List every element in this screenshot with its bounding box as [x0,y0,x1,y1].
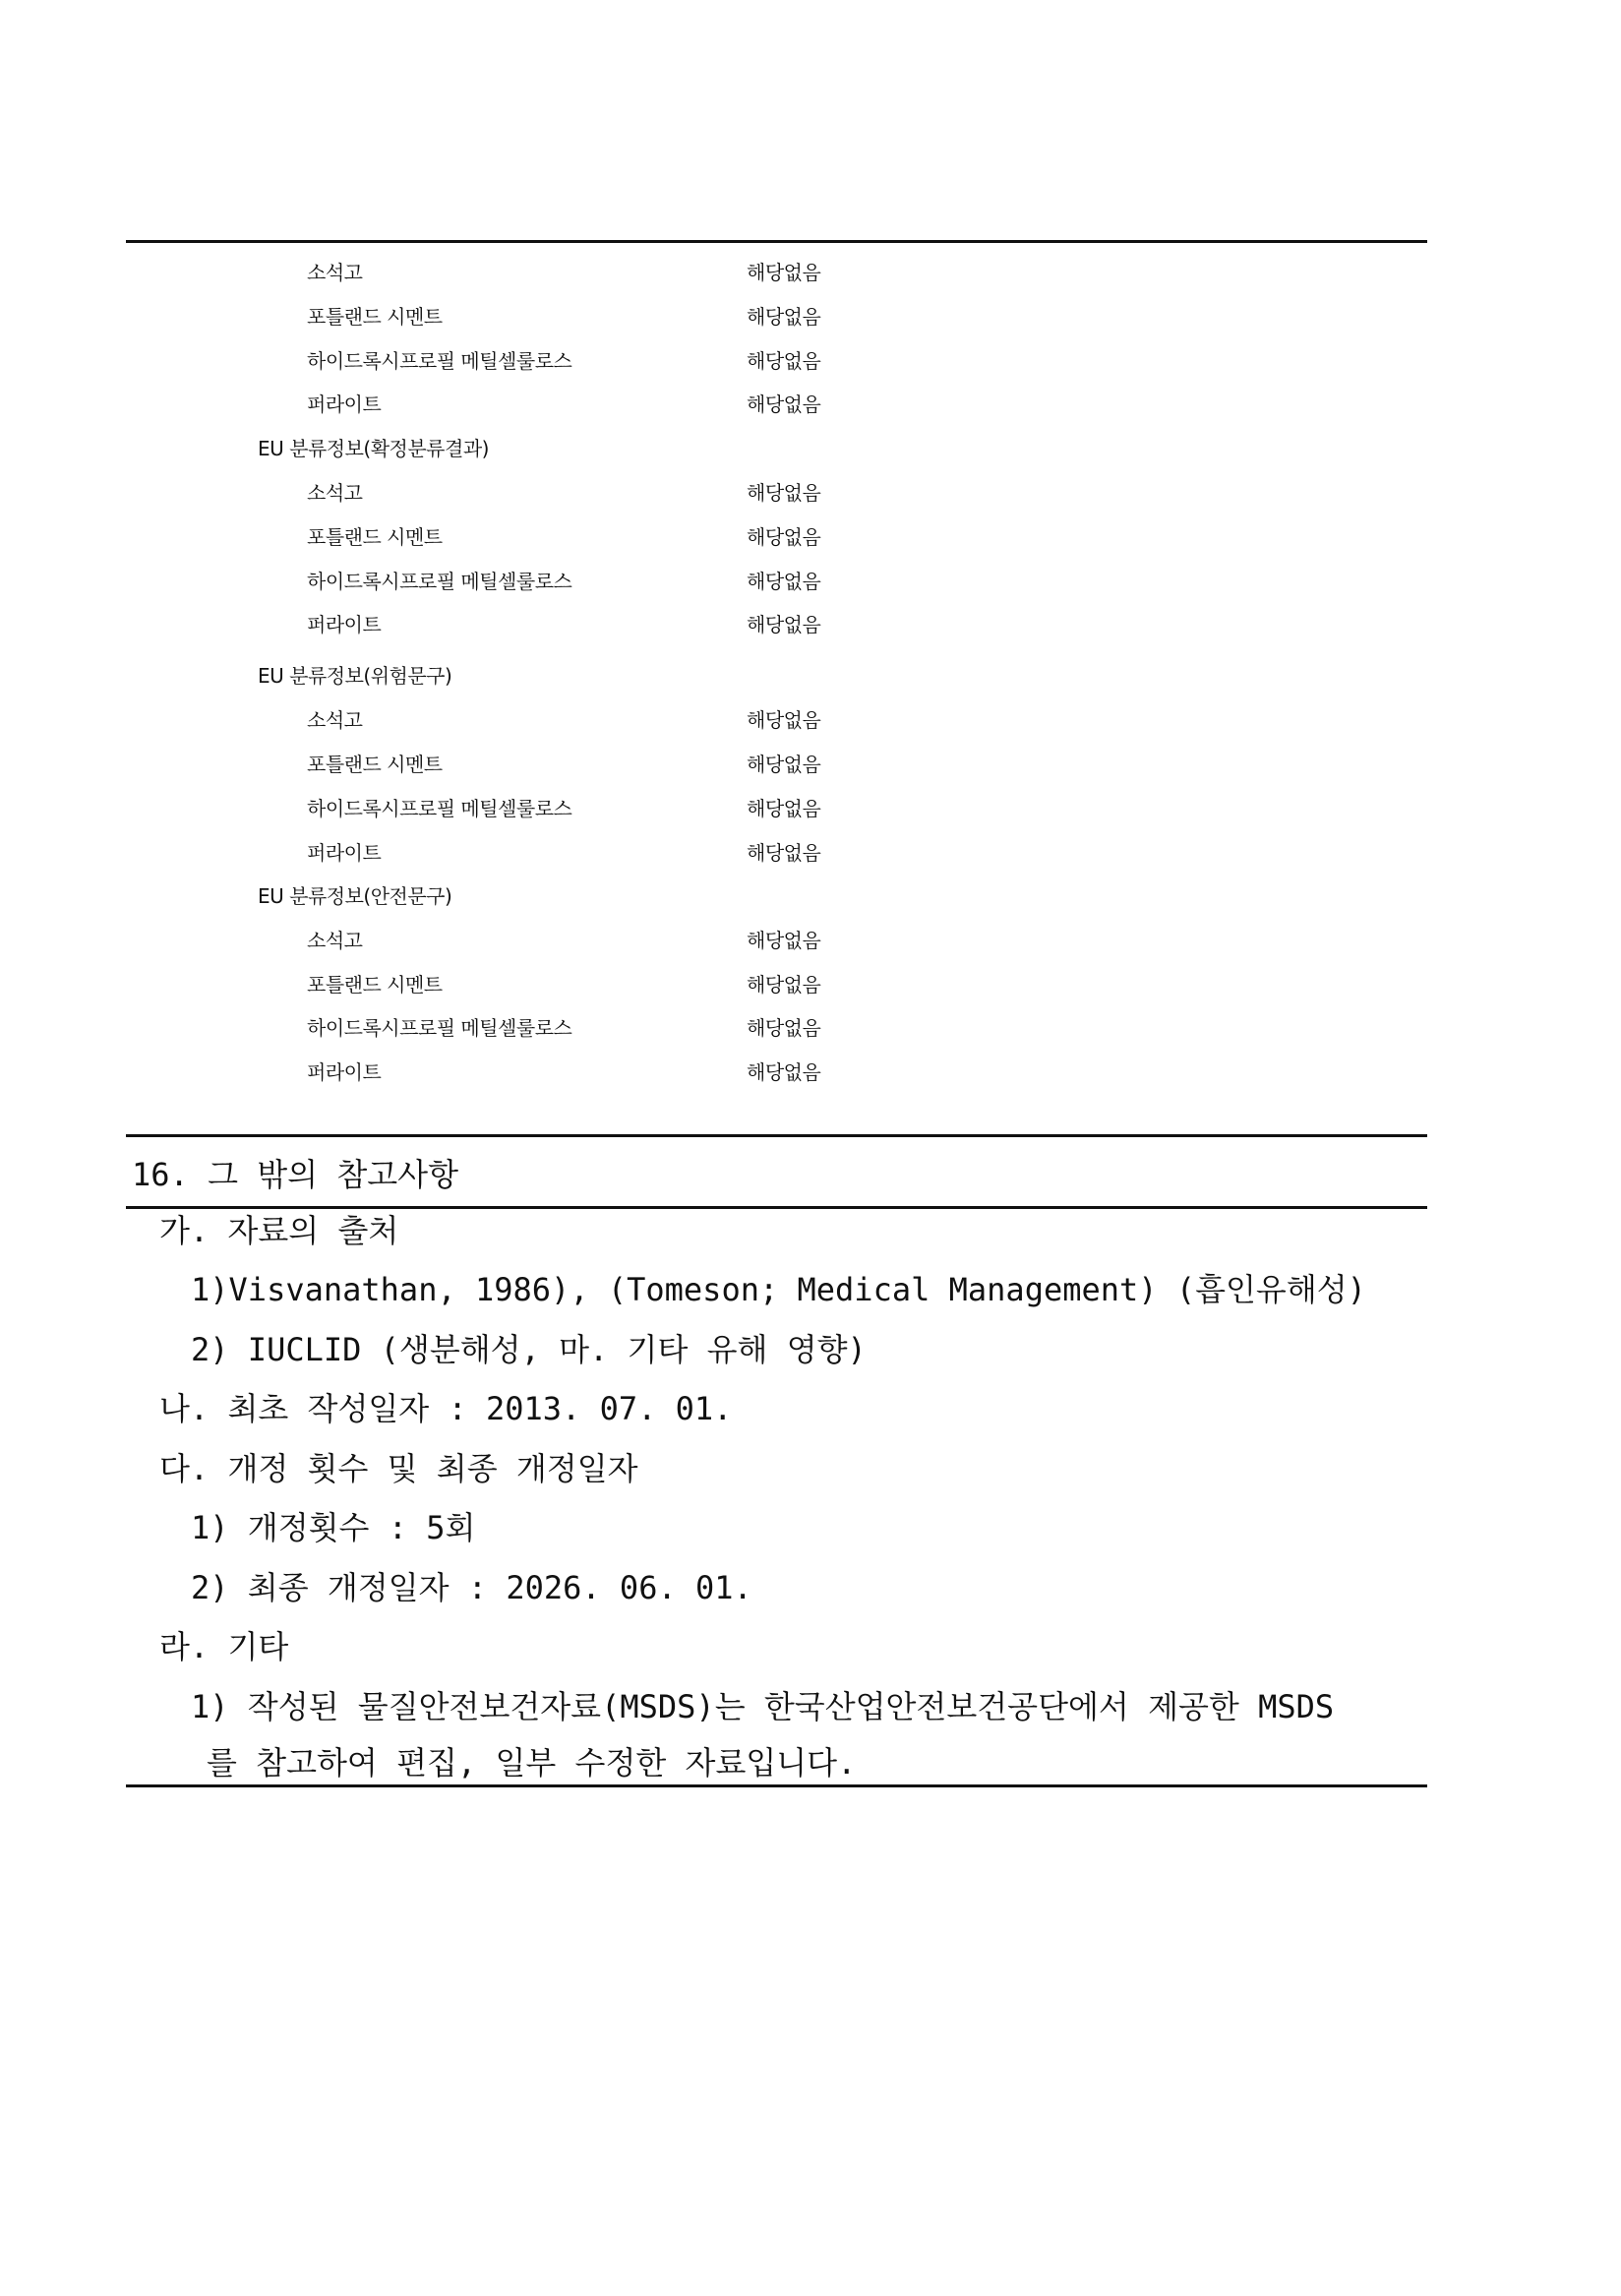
substance-name: 하이드록시프로필 메틸셀룰로스 [307,570,572,593]
substance-name: 퍼라이트 [307,841,382,865]
source-item-2: 2) IUCLID (생분해성, 마. 기타 유해 영향) [191,1331,867,1368]
classification-value: 해당없음 [747,841,821,865]
revision-count: 1) 개정횟수 : 5회 [191,1509,476,1546]
last-revision-date: 2) 최종 개정일자 : 2026. 06. 01. [191,1569,752,1606]
substance-name: 포틀랜드 시멘트 [307,973,443,997]
list-item [0,794,1621,823]
substance-name: 퍼라이트 [307,1060,382,1084]
list-item [0,1013,1621,1043]
other-heading: 라. 기타 [159,1628,289,1665]
classification-value: 해당없음 [747,797,821,820]
eu-classification-safety-phrases-heading: EU 분류정보(안전문구) [258,884,452,908]
list-item [0,258,1621,287]
source-item-1: 1)Visvanathan, 1986), (Tomeson; Medical Management) (흡인유해성) [191,1271,1366,1308]
substance-name: 소석고 [307,261,363,284]
classification-value: 해당없음 [747,708,821,732]
substance-name: 하이드록시프로필 메틸셀룰로스 [307,797,572,820]
other-item-1-line-2: 를 참고하여 편집, 일부 수정한 자료입니다. [207,1744,857,1782]
substance-name: 소석고 [307,929,363,952]
classification-value: 해당없음 [747,261,821,284]
substance-name: 포틀랜드 시멘트 [307,525,443,549]
list-item [0,346,1621,376]
substance-name: 하이드록시프로필 메틸셀룰로스 [307,1016,572,1040]
substance-name: 하이드록시프로필 메틸셀룰로스 [307,349,572,373]
eu-classification-risk-phrases-heading: EU 분류정보(위험문구) [258,664,452,688]
section16-bottom-rule [126,1784,1427,1787]
substance-name: 소석고 [307,481,363,505]
list-item [0,567,1621,596]
list-item [0,926,1621,955]
classification-value: 해당없음 [747,305,821,329]
revision-heading: 다. 개정 횟수 및 최종 개정일자 [159,1450,638,1487]
classification-value: 해당없음 [747,525,821,549]
substance-name: 포틀랜드 시멘트 [307,305,443,329]
list-item [0,1057,1621,1087]
section-top-rule [126,240,1427,243]
list-item [0,390,1621,419]
source-heading: 가. 자료의 출처 [159,1212,399,1249]
classification-value: 해당없음 [747,1016,821,1040]
list-item [0,705,1621,735]
section16-top-rule [126,1134,1427,1137]
classification-value: 해당없음 [747,929,821,952]
eu-classification-confirmed-heading: EU 분류정보(확정분류결과) [258,437,489,460]
list-item [0,970,1621,999]
list-item [0,610,1621,639]
section16-title: 16. 그 밖의 참고사항 [132,1156,458,1193]
classification-value: 해당없음 [747,393,821,416]
classification-value: 해당없음 [747,753,821,776]
substance-name: 퍼라이트 [307,393,382,416]
list-item [0,522,1621,552]
list-item [0,302,1621,332]
list-item [0,478,1621,508]
classification-value: 해당없음 [747,973,821,997]
classification-value: 해당없음 [747,481,821,505]
substance-name: 퍼라이트 [307,613,382,636]
substance-name: 소석고 [307,708,363,732]
classification-value: 해당없음 [747,613,821,636]
classification-value: 해당없음 [747,1060,821,1084]
list-item [0,750,1621,779]
substance-name: 포틀랜드 시멘트 [307,753,443,776]
first-written-date: 나. 최초 작성일자 : 2013. 07. 01. [159,1390,733,1427]
classification-value: 해당없음 [747,349,821,373]
classification-value: 해당없음 [747,570,821,593]
other-item-1-line-1: 1) 작성된 물질안전보건자료(MSDS)는 한국산업안전보건공단에서 제공한 MSDS [191,1688,1335,1725]
list-item [0,838,1621,868]
